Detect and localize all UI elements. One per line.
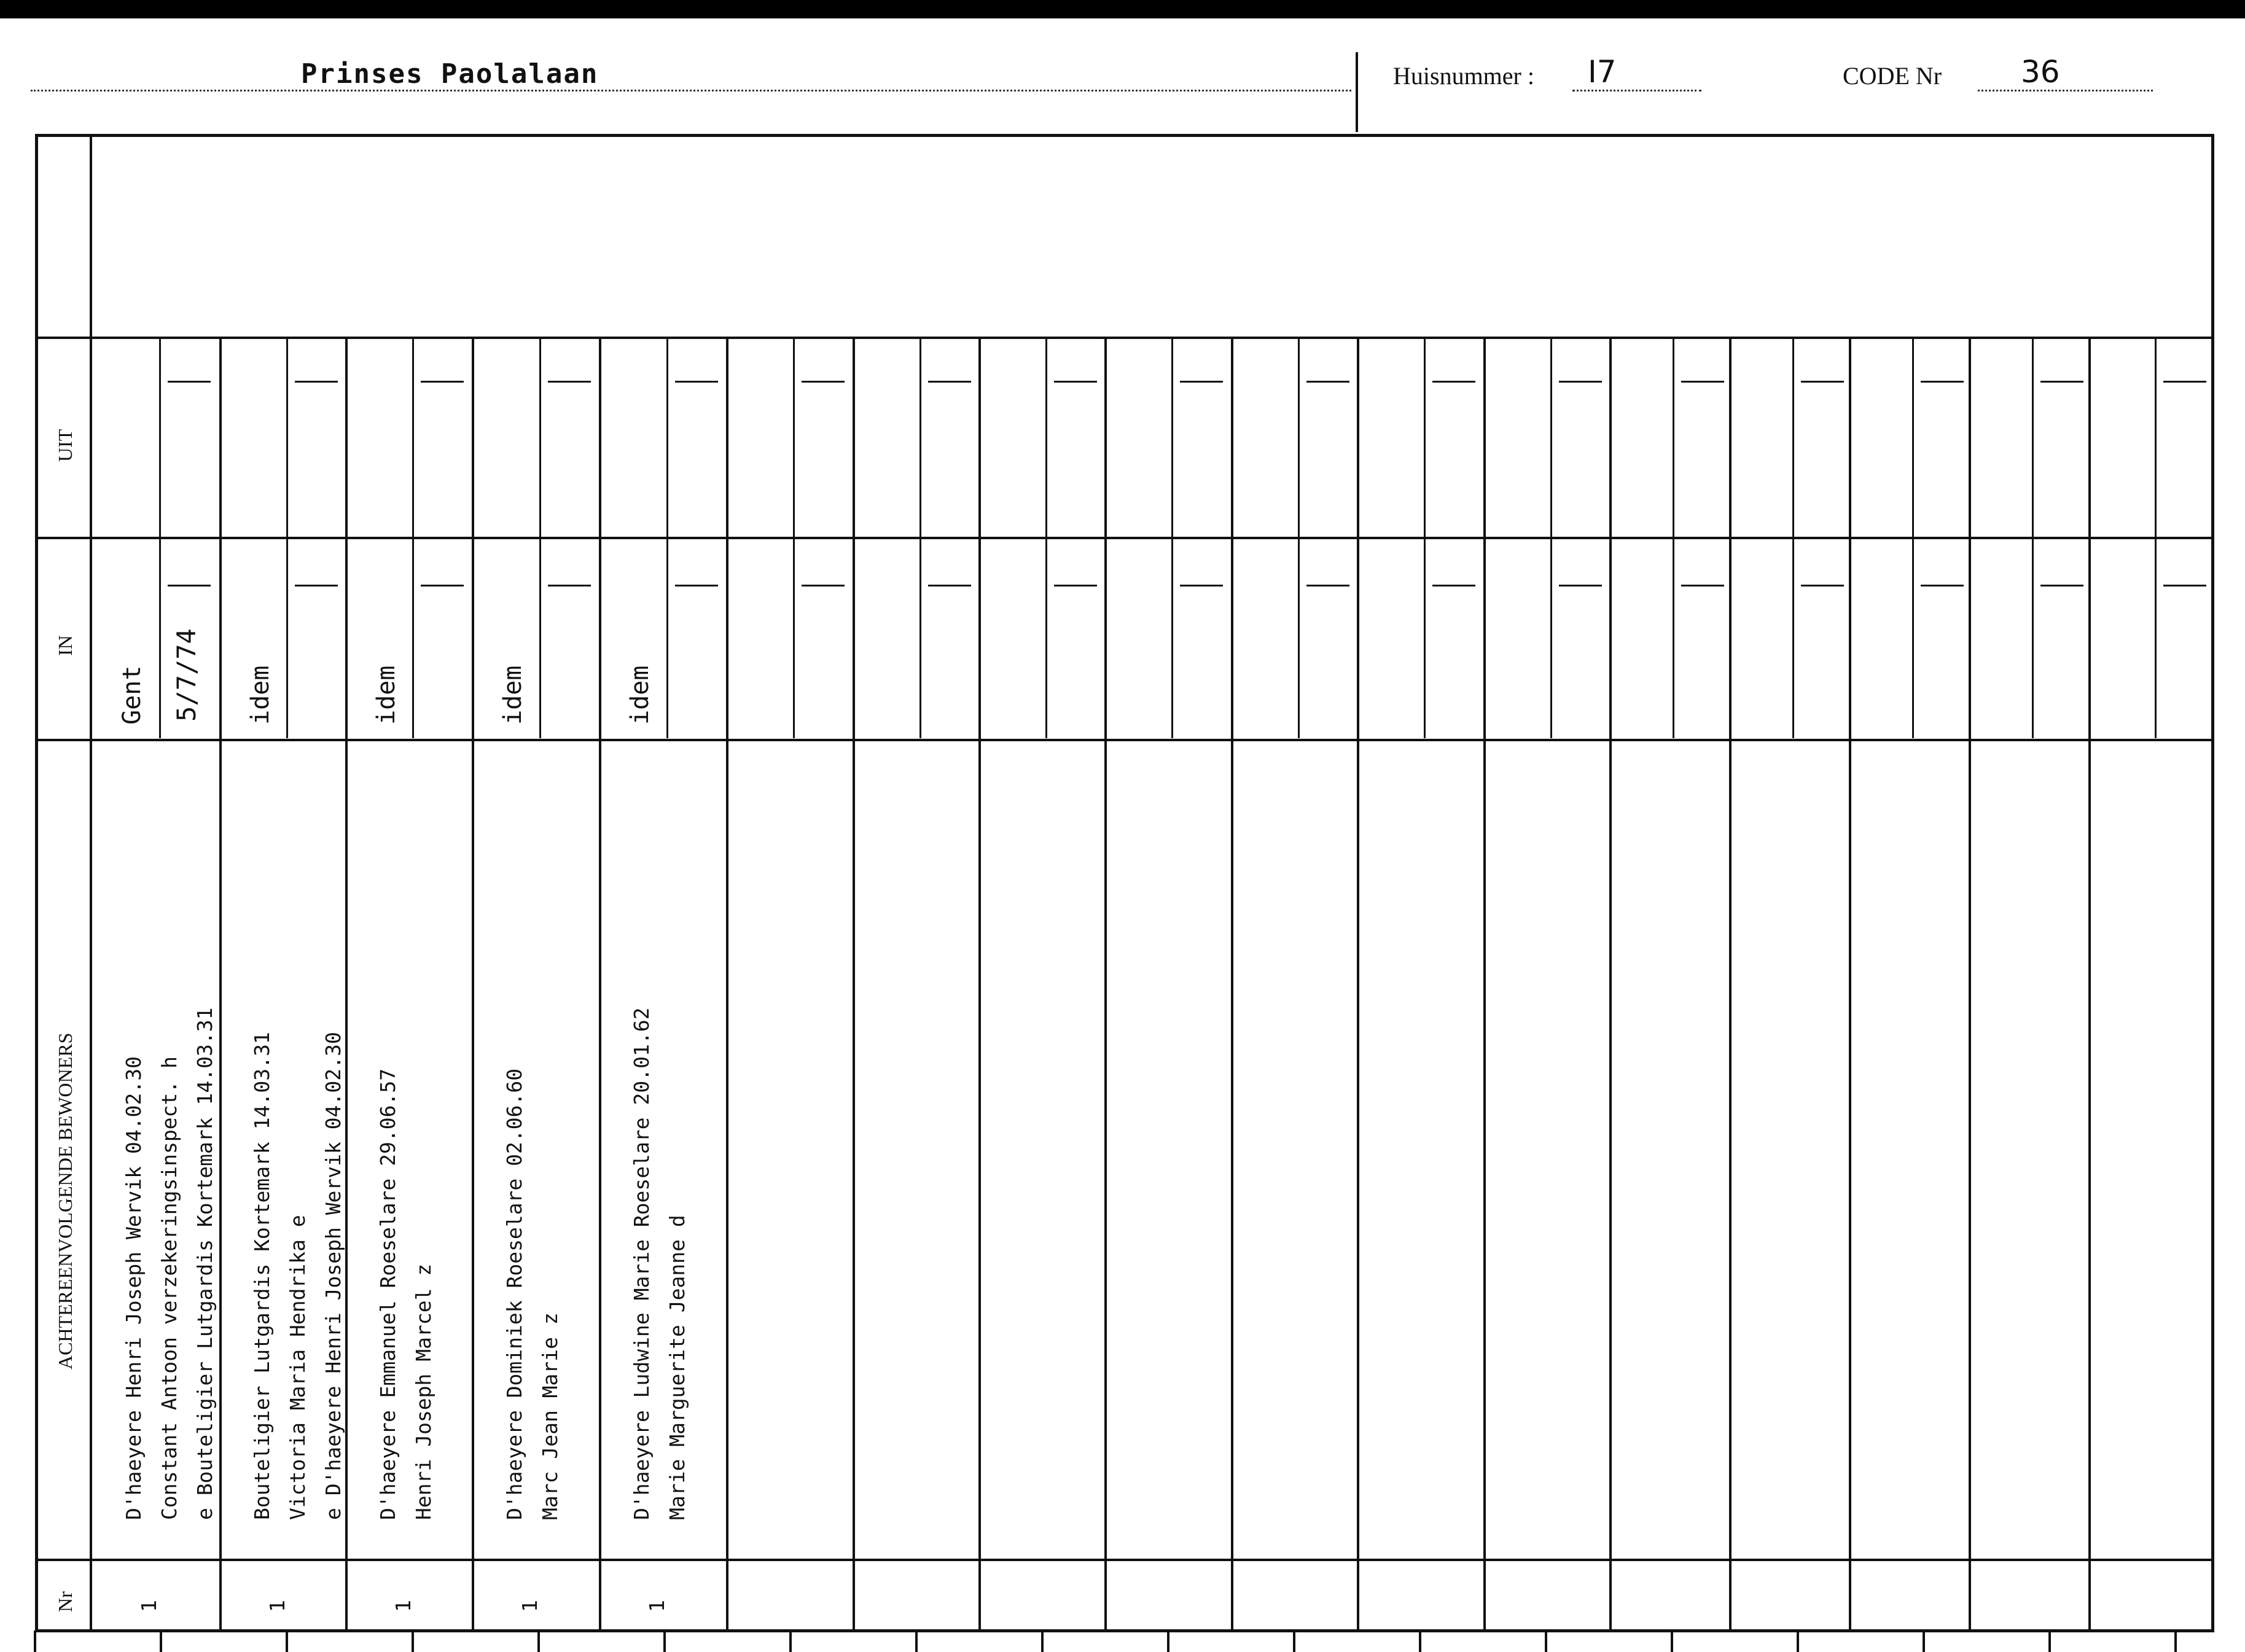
column-line [1231, 338, 1233, 1630]
bottom-tick [1419, 1631, 1421, 1652]
empty-date-dash [1306, 381, 1349, 383]
empty-date-dash [1559, 381, 1602, 383]
huisnummer-label: Huisnummer : [1393, 62, 1534, 90]
in-place: idem [626, 665, 654, 725]
entry-line: D'haeyere Emmanuel Roeselare 29.06.57 [376, 1068, 400, 1520]
empty-date-dash [1054, 381, 1097, 383]
in-date: 5/7/74 [171, 628, 201, 722]
bottom-tick [1671, 1631, 1673, 1652]
bottom-tick [789, 1631, 792, 1652]
bottom-tick [2174, 1631, 2177, 1652]
empty-date-dash [2040, 585, 2083, 586]
label-column-divider [90, 135, 92, 1631]
entry-line: D'haeyere Dominiek Roeselare 02.06.60 [502, 1068, 526, 1520]
column-line [345, 338, 348, 1630]
empty-date-dash [1180, 381, 1223, 383]
in-top-line [36, 537, 2214, 539]
column-line [1849, 338, 1851, 1630]
empty-date-dash [675, 585, 718, 586]
sub-column-line [412, 338, 414, 738]
uit-top-line [36, 337, 2214, 339]
sub-column-line [159, 338, 161, 738]
empty-date-dash [548, 585, 591, 586]
column-line [472, 338, 474, 1630]
bottom-tick [2048, 1631, 2051, 1652]
empty-date-dash [421, 381, 464, 383]
sub-column-line [2155, 338, 2157, 738]
bottom-tick [1041, 1631, 1044, 1652]
entry-line: D'haeyere Ludwine Marie Roeselare 20.01.62 [630, 1007, 654, 1520]
entry-nr: 1 [391, 1600, 415, 1612]
sub-column-line [286, 338, 288, 738]
column-line [2088, 338, 2091, 1630]
bewoners-top-line [36, 739, 2214, 741]
column-line [1357, 338, 1359, 1630]
bottom-tick [34, 1631, 36, 1652]
empty-date-dash [295, 381, 338, 383]
empty-date-dash [1681, 585, 1724, 586]
empty-date-dash [928, 381, 971, 383]
bottom-tick [663, 1631, 666, 1652]
empty-date-dash [802, 381, 845, 383]
empty-date-dash [2163, 381, 2206, 383]
sub-column-line [1298, 338, 1300, 738]
sub-column-line [1792, 338, 1794, 738]
sub-column-line [1673, 338, 1674, 738]
entry-line: Constant Antoon verzekeringsinspect. h [157, 1056, 181, 1520]
empty-date-dash [1432, 381, 1475, 383]
in-place: Gent [118, 665, 146, 725]
register-table [35, 134, 2214, 1632]
entry-line: Victoria Maria Hendrika e [286, 1215, 310, 1520]
bottom-tick [412, 1631, 414, 1652]
sub-column-line [1171, 338, 1173, 738]
bottom-tick [915, 1631, 918, 1652]
sub-column-line [2032, 338, 2034, 738]
column-line [219, 338, 222, 1630]
nr-top-line [36, 1559, 2214, 1561]
bottom-tick [1797, 1631, 1799, 1652]
entry-nr: 1 [518, 1600, 542, 1612]
in-place: idem [499, 665, 527, 725]
header-divider [1356, 52, 1358, 132]
sub-column-line [1045, 338, 1047, 738]
bottom-tick [1167, 1631, 1169, 1652]
empty-date-dash [1921, 585, 1964, 586]
code-value: 36 [2021, 54, 2060, 90]
empty-date-dash [295, 585, 338, 586]
entry-nr: 1 [265, 1600, 289, 1612]
entry-line: e D'haeyere Henri Joseph Wervik 04.02.30 [321, 1032, 345, 1520]
bottom-tick [1923, 1631, 1925, 1652]
entry-line: Marc Jean Marie z [538, 1312, 562, 1520]
column-line [1609, 338, 1612, 1630]
huisnummer-dotted-line [1572, 90, 1701, 92]
empty-date-dash [1559, 585, 1602, 586]
bottom-tick [537, 1631, 540, 1652]
empty-date-dash [1801, 381, 1844, 383]
empty-date-dash [168, 381, 211, 383]
empty-date-dash [1306, 585, 1349, 586]
sub-column-line [1550, 338, 1552, 738]
empty-date-dash [1921, 381, 1964, 383]
column-line [978, 338, 981, 1630]
column-line [1104, 338, 1107, 1630]
scan-top-edge [0, 0, 2245, 18]
empty-date-dash [1054, 585, 1097, 586]
empty-date-dash [548, 381, 591, 383]
empty-date-dash [2040, 381, 2083, 383]
in-label: IN [54, 635, 76, 656]
street-name: Prinses Paolalaan [301, 58, 599, 90]
empty-date-dash [802, 585, 845, 586]
uit-label: UIT [54, 429, 76, 462]
entry-line: e Bouteligier Lutgardis Kortemark 14.03.31 [193, 1007, 217, 1520]
sub-column-line [1424, 338, 1426, 738]
column-line [726, 338, 728, 1630]
empty-date-dash [1180, 585, 1223, 586]
in-place: idem [372, 665, 400, 725]
empty-date-dash [421, 585, 464, 586]
bottom-tick [286, 1631, 288, 1652]
street-dotted-line [31, 90, 1351, 92]
entry-line: Henri Joseph Marcel z [412, 1263, 435, 1520]
sub-column-line [666, 338, 668, 738]
entry-nr: 1 [645, 1600, 669, 1612]
huisnummer-value: I7 [1588, 54, 1617, 90]
bottom-tick [1293, 1631, 1295, 1652]
sub-column-line [793, 338, 795, 738]
empty-date-dash [2163, 585, 2206, 586]
column-line [599, 338, 601, 1630]
column-line [853, 338, 855, 1630]
empty-date-dash [1432, 585, 1475, 586]
empty-date-dash [675, 381, 718, 383]
column-line [1969, 338, 1971, 1630]
empty-date-dash [928, 585, 971, 586]
empty-date-dash [1801, 585, 1844, 586]
column-line [1729, 338, 1732, 1630]
entry-line: Marie Marguerite Jeanne d [665, 1215, 689, 1520]
code-label: CODE Nr [1843, 62, 1942, 90]
sub-column-line [919, 338, 921, 738]
entry-line: D'haeyere Henri Joseph Wervik 04.02.30 [122, 1056, 146, 1520]
empty-date-dash [1681, 381, 1724, 383]
entry-nr: 1 [137, 1600, 161, 1612]
sub-column-line [539, 338, 541, 738]
column-line [1483, 338, 1486, 1630]
nr-label: Nr [54, 1591, 76, 1612]
bottom-tick [160, 1631, 162, 1652]
bottom-tick [1545, 1631, 1547, 1652]
bewoners-label: ACHTEREENVOLGENDE BEWONERS [54, 1032, 76, 1370]
empty-date-dash [168, 585, 211, 586]
sub-column-line [1912, 338, 1914, 738]
code-dotted-line [1978, 90, 2153, 92]
in-place: idem [246, 665, 275, 725]
entry-line: Bouteligier Lutgardis Kortemark 14.03.31 [250, 1032, 274, 1520]
